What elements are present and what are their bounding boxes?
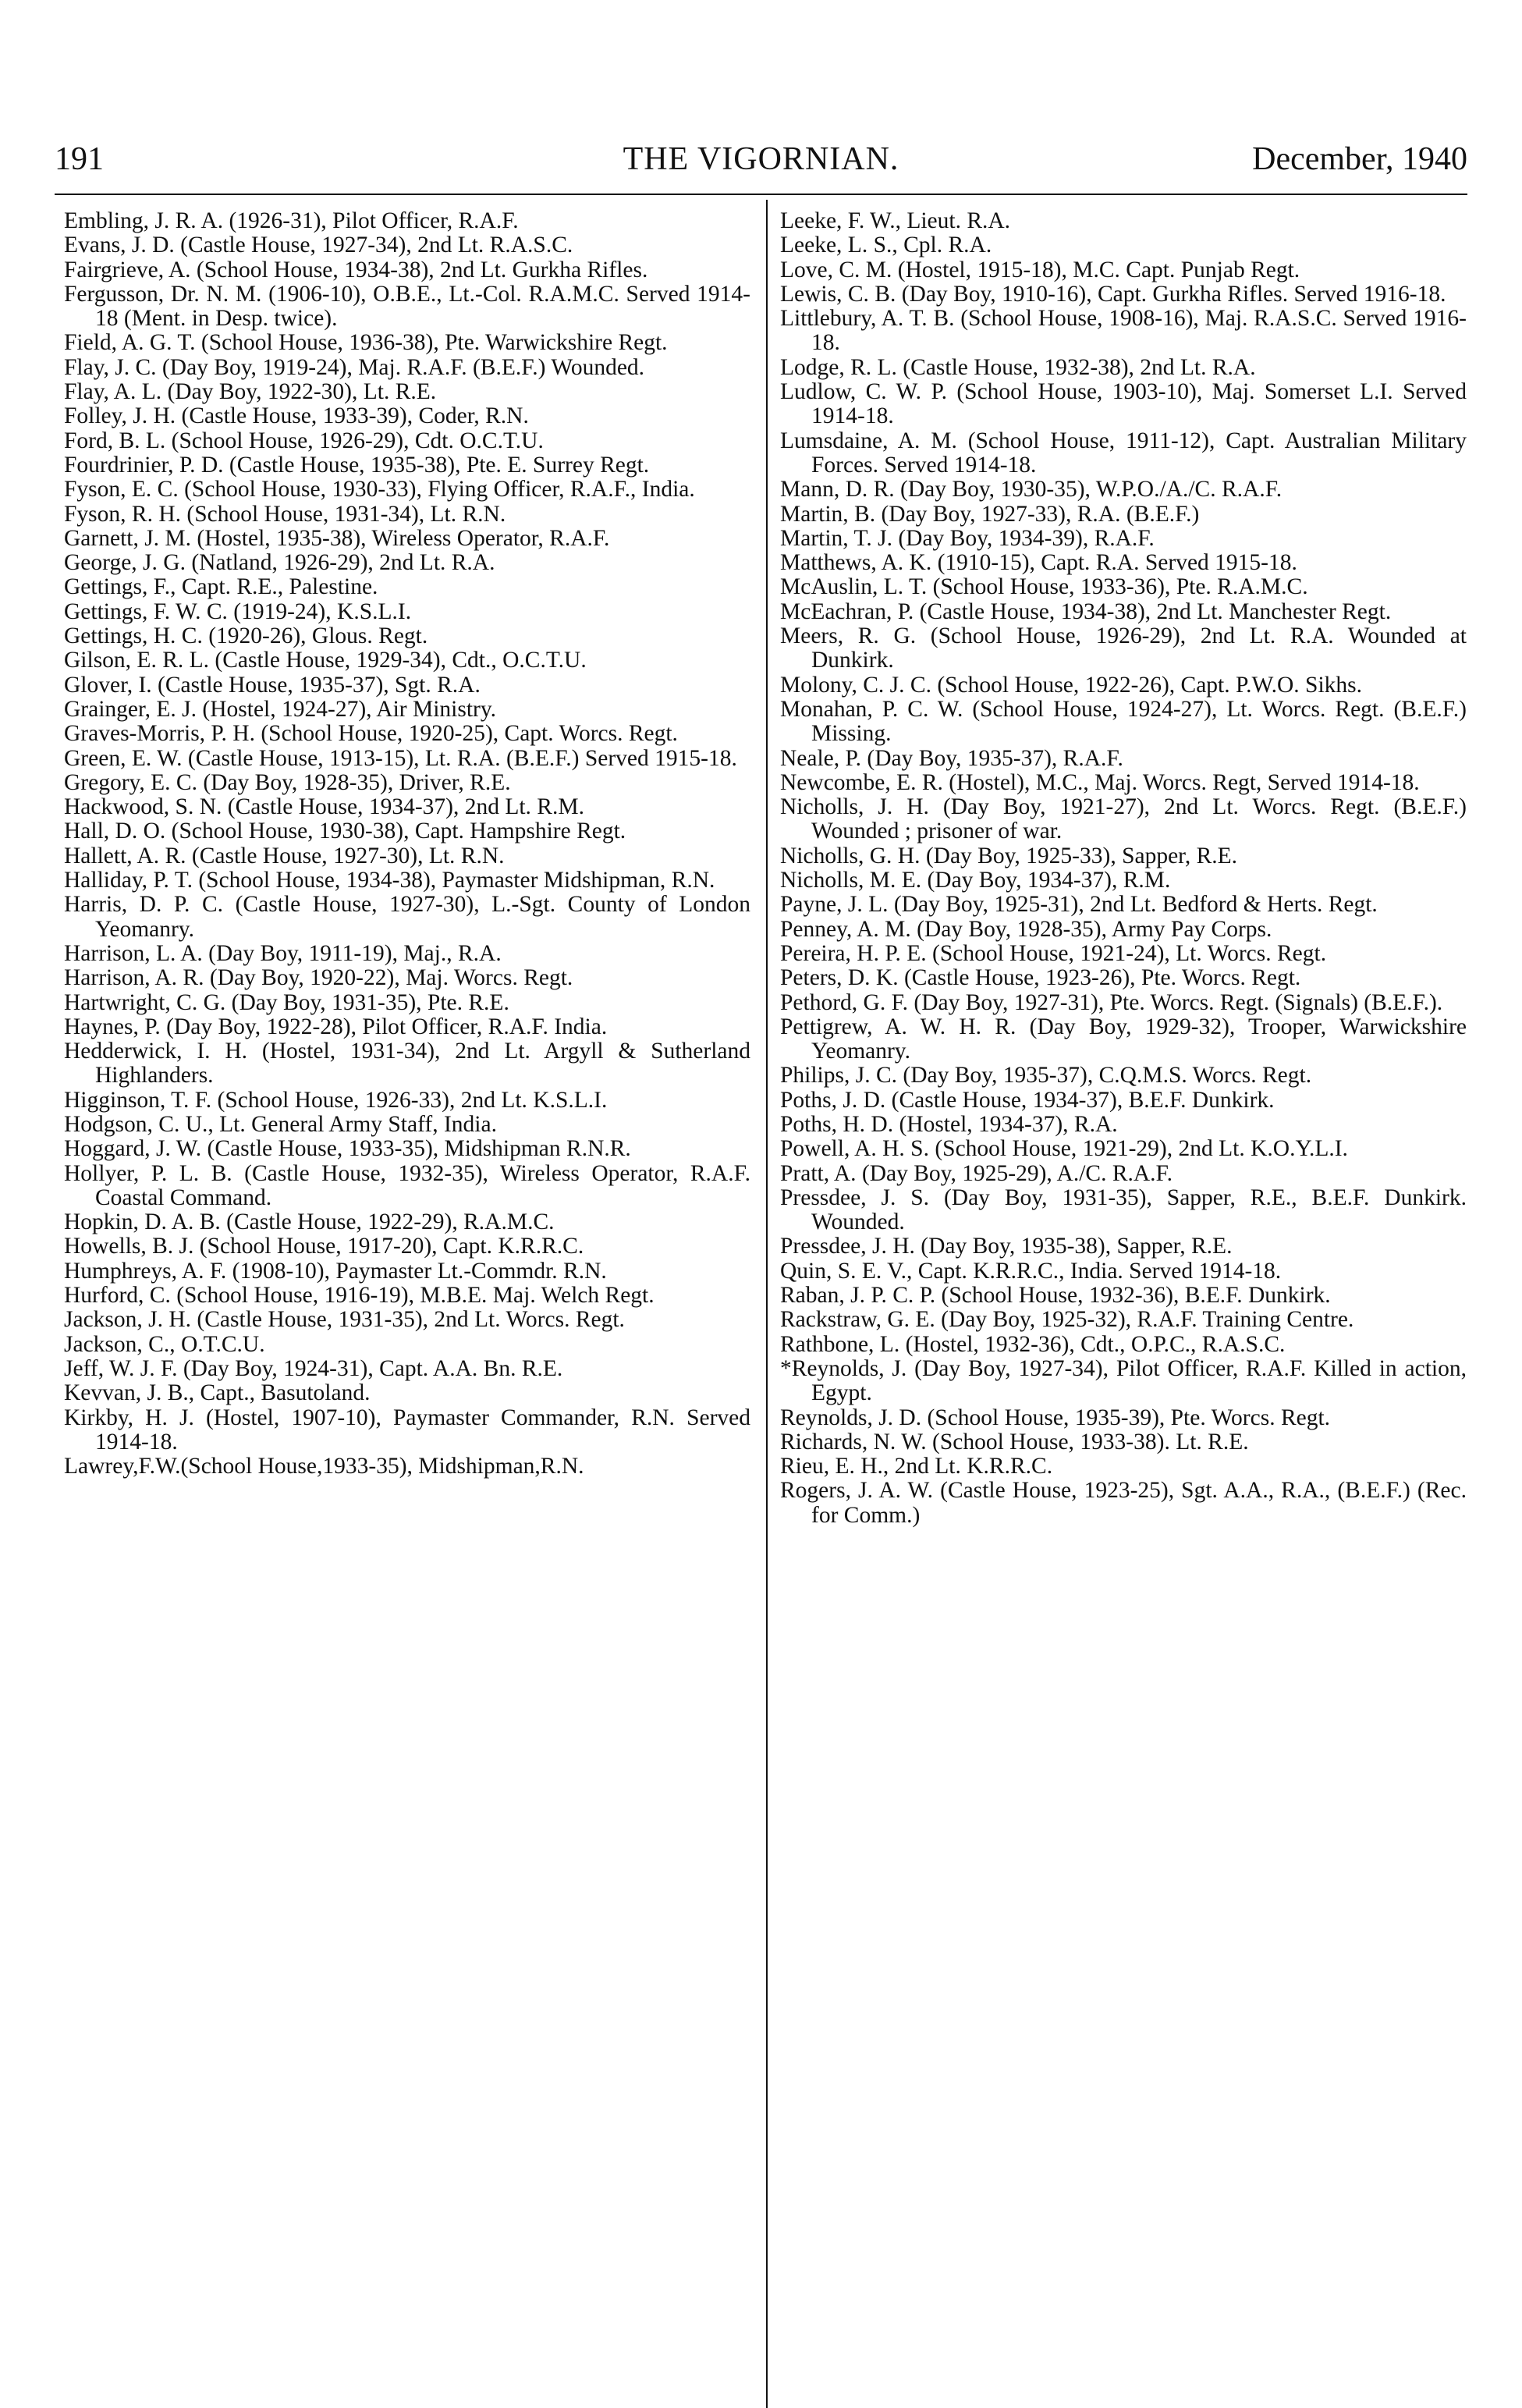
roll-entry: Gregory, E. C. (Day Boy, 1928-35), Driver, R.E. bbox=[64, 769, 511, 795]
roll-entry: Poths, H. D. (Hostel, 1934-37), R.A. bbox=[780, 1111, 1118, 1137]
roll-entry: Molony, C. J. C. (School House, 1922-26), Capt. P.W.O. Sikhs. bbox=[780, 672, 1363, 698]
roll-entry: Pettigrew, A. W. H. R. (Day Boy, 1929-32), Trooper, Warwickshire Yeomanry. bbox=[780, 1014, 1467, 1064]
roll-entry: Pereira, H. P. E. (School House, 1921-24), Lt. Worcs. Regt. bbox=[780, 940, 1327, 966]
roll-entry: Raban, J. P. C. P. (School House, 1932-36), B.E.F. Dunkirk. bbox=[780, 1283, 1331, 1309]
roll-entry: Pethord, G. F. (Day Boy, 1927-31), Pte. Worcs. Regt. (Signals) (B.E.F.). bbox=[780, 989, 1443, 1015]
roll-entry: Garnett, J. M. (Hostel, 1935-38), Wireless Operator, R.A.F. bbox=[64, 525, 610, 551]
roll-entry: Powell, A. H. S. (School House, 1921-29), 2nd Lt. K.O.Y.L.I. bbox=[780, 1136, 1348, 1162]
roll-entry: Higginson, T. F. (School House, 1926-33), 2nd Lt. K.S.L.I. bbox=[64, 1087, 608, 1113]
roll-entry: Hurford, C. (School House, 1916-19), M.B.E. Maj. Welch Regt. bbox=[64, 1283, 655, 1309]
roll-entry: Hackwood, S. N. (Castle House, 1934-37), 2nd Lt. R.M. bbox=[64, 794, 584, 820]
roll-entry: Philips, J. C. (Day Boy, 1935-37), C.Q.M.S. Worcs. Regt. bbox=[780, 1063, 1312, 1089]
page-number: 191 bbox=[55, 141, 104, 177]
roll-entry: Hall, D. O. (School House, 1930-38), Capt. Hampshire Regt. bbox=[64, 819, 626, 844]
roll-entry: Poths, J. D. (Castle House, 1934-37), B.E.F. Dunkirk. bbox=[780, 1087, 1275, 1113]
roll-entry: Hodgson, C. U., Lt. General Army Staff, India. bbox=[64, 1111, 497, 1137]
publication-title: THE VIGORNIAN. bbox=[623, 141, 899, 177]
roll-entry: Field, A. G. T. (School House, 1936-38), Pte. Warwickshire Regt. bbox=[64, 330, 668, 356]
roll-entry: Quin, S. E. V., Capt. K.R.R.C., India. Served 1914-18. bbox=[780, 1258, 1282, 1284]
roll-entry: George, J. G. (Natland, 1926-29), 2nd Lt. R.A. bbox=[64, 550, 495, 576]
roll-entry: Rackstraw, G. E. (Day Boy, 1925-32), R.A.F. Training Centre. bbox=[780, 1307, 1354, 1333]
roll-entry: Martin, B. (Day Boy, 1927-33), R.A. (B.E.F.) bbox=[780, 501, 1200, 527]
roll-entry: Fyson, R. H. (School House, 1931-34), Lt. R.N. bbox=[64, 501, 506, 527]
issue-date: December, 1940 bbox=[1252, 141, 1467, 177]
roll-entry: Jeff, W. J. F. (Day Boy, 1924-31), Capt. A.A. Bn. R.E. bbox=[64, 1355, 563, 1381]
roll-entry: Rogers, J. A. W. (Castle House, 1923-25), Sgt. A.A., R.A., (B.E.F.) (Rec. for Comm.) bbox=[780, 1478, 1467, 1528]
roll-entry: Penney, A. M. (Day Boy, 1928-35), Army Pay Corps. bbox=[780, 916, 1272, 942]
roll-entry: Hoggard, J. W. (Castle House, 1933-35), Midshipman R.N.R. bbox=[64, 1136, 631, 1162]
roll-entry: Lewis, C. B. (Day Boy, 1910-16), Capt. Gurkha Rifles. Served 1916-18. bbox=[780, 281, 1446, 307]
roll-entry: Nicholls, M. E. (Day Boy, 1934-37), R.M. bbox=[780, 868, 1171, 893]
roll-entry: Neale, P. (Day Boy, 1935-37), R.A.F. bbox=[780, 745, 1123, 771]
roll-entry: Hallett, A. R. (Castle House, 1927-30), Lt. R.N. bbox=[64, 843, 505, 868]
roll-entry: Nicholls, G. H. (Day Boy, 1925-33), Sapper, R.E. bbox=[780, 843, 1238, 868]
roll-entry: Kevvan, J. B., Capt., Basutoland. bbox=[64, 1380, 371, 1406]
roll-entry: Fairgrieve, A. (School House, 1934-38), 2nd Lt. Gurkha Rifles. bbox=[64, 257, 648, 282]
roll-entry: Jackson, C., O.T.C.U. bbox=[64, 1331, 265, 1357]
roll-entry: Lawrey,F.W.(School House,1933-35), Midshipman,R.N. bbox=[64, 1454, 584, 1479]
roll-entry: Halliday, P. T. (School House, 1934-38), Paymaster Midshipman, R.N. bbox=[64, 868, 715, 893]
roll-entry: Humphreys, A. F. (1908-10), Paymaster Lt.-Commdr. R.N. bbox=[64, 1258, 607, 1284]
roll-entry: Hartwright, C. G. (Day Boy, 1931-35), Pte. R.E. bbox=[64, 989, 509, 1015]
roll-entry: Grainger, E. J. (Hostel, 1924-27), Air Ministry. bbox=[64, 696, 497, 722]
roll-entry: Folley, J. H. (Castle House, 1933-39), Coder, R.N. bbox=[64, 403, 529, 429]
roll-entry: Matthews, A. K. (1910-15), Capt. R.A. Served 1915-18. bbox=[780, 550, 1297, 576]
roll-entry: Embling, J. R. A. (1926-31), Pilot Officer, R.A.F. bbox=[64, 208, 519, 233]
roll-entry: Hollyer, P. L. B. (Castle House, 1932-35), Wireless Operator, R.A.F. Coastal Command. bbox=[64, 1160, 750, 1210]
page-header bbox=[55, 140, 1467, 187]
roll-entry: Gettings, F. W. C. (1919-24), K.S.L.I. bbox=[64, 598, 412, 624]
roll-entry: Newcombe, E. R. (Hostel), M.C., Maj. Worcs. Regt, Served 1914-18. bbox=[780, 769, 1420, 795]
roll-entry: Martin, T. J. (Day Boy, 1934-39), R.A.F. bbox=[780, 525, 1155, 551]
roll-entry: Rathbone, L. (Hostel, 1932-36), Cdt., O.P.C., R.A.S.C. bbox=[780, 1331, 1286, 1357]
roll-entry: Harrison, L. A. (Day Boy, 1911-19), Maj., R.A. bbox=[64, 940, 502, 966]
roll-entry: Reynolds, J. D. (School House, 1935-39), Pte. Worcs. Regt. bbox=[780, 1405, 1331, 1430]
column-divider bbox=[766, 200, 768, 2408]
roll-entry: Fourdrinier, P. D. (Castle House, 1935-38), Pte. E. Surrey Regt. bbox=[64, 452, 650, 478]
roll-entry: Pressdee, J. H. (Day Boy, 1935-38), Sapper, R.E. bbox=[780, 1234, 1233, 1259]
roll-entry: Flay, J. C. (Day Boy, 1919-24), Maj. R.A.F. (B.E.F.) Wounded. bbox=[64, 354, 645, 380]
roll-entry: Rieu, E. H., 2nd Lt. K.R.R.C. bbox=[780, 1454, 1053, 1479]
roll-entry: Jackson, J. H. (Castle House, 1931-35), 2nd Lt. Worcs. Regt. bbox=[64, 1307, 625, 1333]
roll-entry: Gettings, F., Capt. R.E., Palestine. bbox=[64, 574, 378, 600]
roll-entry: Mann, D. R. (Day Boy, 1930-35), W.P.O./A./C. R.A.F. bbox=[780, 477, 1283, 503]
roll-entry: Leeke, L. S., Cpl. R.A. bbox=[780, 233, 992, 258]
roll-entry: Hedderwick, I. H. (Hostel, 1931-34), 2nd Lt. Argyll & Sutherland Highlanders. bbox=[64, 1039, 750, 1089]
roll-entry: Fergusson, Dr. N. M. (1906-10), O.B.E., Lt.-Col. R.A.M.C. Served 1914-18 (Ment. in Desp. twice). bbox=[64, 281, 750, 332]
roll-entry: Glover, I. (Castle House, 1935-37), Sgt. R.A. bbox=[64, 672, 481, 698]
roll-entry: Payne, J. L. (Day Boy, 1925-31), 2nd Lt. Bedford & Herts. Regt. bbox=[780, 892, 1378, 918]
roll-entry: Nicholls, J. H. (Day Boy, 1921-27), 2nd Lt. Worcs. Regt. (B.E.F.) Wounded ; prisoner of war. bbox=[780, 794, 1467, 844]
roll-entry: Peters, D. K. (Castle House, 1923-26), Pte. Worcs. Regt. bbox=[780, 965, 1301, 991]
roll-entry: Ford, B. L. (School House, 1926-29), Cdt. O.C.T.U. bbox=[64, 428, 544, 453]
roll-entry: McAuslin, L. T. (School House, 1933-36), Pte. R.A.M.C. bbox=[780, 574, 1308, 600]
right-column bbox=[780, 209, 1467, 1528]
roll-entry: Harrison, A. R. (Day Boy, 1920-22), Maj. Worcs. Regt. bbox=[64, 965, 573, 991]
roll-entry: Ludlow, C. W. P. (School House, 1903-10), Maj. Somerset L.I. Served 1914-18. bbox=[780, 379, 1467, 429]
roll-entry: Lumsdaine, A. M. (School House, 1911-12), Capt. Australian Military Forces. Served 1914-18. bbox=[780, 428, 1467, 478]
roll-entry: Evans, J. D. (Castle House, 1927-34), 2nd Lt. R.A.S.C. bbox=[64, 233, 573, 258]
roll-entry: McEachran, P. (Castle House, 1934-38), 2nd Lt. Manchester Regt. bbox=[780, 598, 1392, 624]
left-column bbox=[64, 209, 750, 1479]
roll-entry: Haynes, P. (Day Boy, 1922-28), Pilot Officer, R.A.F. India. bbox=[64, 1014, 608, 1039]
roll-entry: Richards, N. W. (School House, 1933-38). Lt. R.E. bbox=[780, 1429, 1249, 1454]
roll-entry: Graves-Morris, P. H. (School House, 1920-25), Capt. Worcs. Regt. bbox=[64, 721, 678, 747]
roll-entry: Fyson, E. C. (School House, 1930-33), Flying Officer, R.A.F., India. bbox=[64, 477, 695, 503]
roll-entry: Monahan, P. C. W. (School House, 1924-27), Lt. Worcs. Regt. (B.E.F.) Missing. bbox=[780, 696, 1467, 747]
roll-entry: Hopkin, D. A. B. (Castle House, 1922-29), R.A.M.C. bbox=[64, 1209, 555, 1235]
roll-entry: *Reynolds, J. (Day Boy, 1927-34), Pilot Officer, R.A.F. Killed in action, Egypt. bbox=[780, 1355, 1467, 1406]
roll-entry: Leeke, F. W., Lieut. R.A. bbox=[780, 208, 1011, 233]
header-rule bbox=[55, 194, 1467, 195]
roll-entry: Lodge, R. L. (Castle House, 1932-38), 2nd Lt. R.A. bbox=[780, 354, 1256, 380]
roll-entry: Meers, R. G. (School House, 1926-29), 2nd Lt. R.A. Wounded at Dunkirk. bbox=[780, 623, 1467, 673]
roll-entry: Pressdee, J. S. (Day Boy, 1931-35), Sapper, R.E., B.E.F. Dunkirk. Wounded. bbox=[780, 1184, 1467, 1235]
roll-entry: Kirkby, H. J. (Hostel, 1907-10), Paymaster Commander, R.N. Served 1914-18. bbox=[64, 1405, 750, 1454]
roll-entry: Littlebury, A. T. B. (School House, 1908-16), Maj. R.A.S.C. Served 1916-18. bbox=[780, 306, 1467, 356]
roll-entry: Flay, A. L. (Day Boy, 1922-30), Lt. R.E. bbox=[64, 379, 437, 405]
roll-entry: Gilson, E. R. L. (Castle House, 1929-34), Cdt., O.C.T.U. bbox=[64, 648, 587, 673]
roll-entry: Gettings, H. C. (1920-26), Glous. Regt. bbox=[64, 623, 428, 649]
roll-entry: Pratt, A. (Day Boy, 1925-29), A./C. R.A.F. bbox=[780, 1160, 1173, 1186]
roll-entry: Love, C. M. (Hostel, 1915-18), M.C. Capt. Punjab Regt. bbox=[780, 257, 1300, 282]
roll-entry: Howells, B. J. (School House, 1917-20), Capt. K.R.R.C. bbox=[64, 1234, 584, 1259]
roll-entry: Green, E. W. (Castle House, 1913-15), Lt. R.A. (B.E.F.) Served 1915-18. bbox=[64, 745, 737, 771]
roll-entry: Harris, D. P. C. (Castle House, 1927-30), L.-Sgt. County of London Yeomanry. bbox=[64, 892, 750, 942]
